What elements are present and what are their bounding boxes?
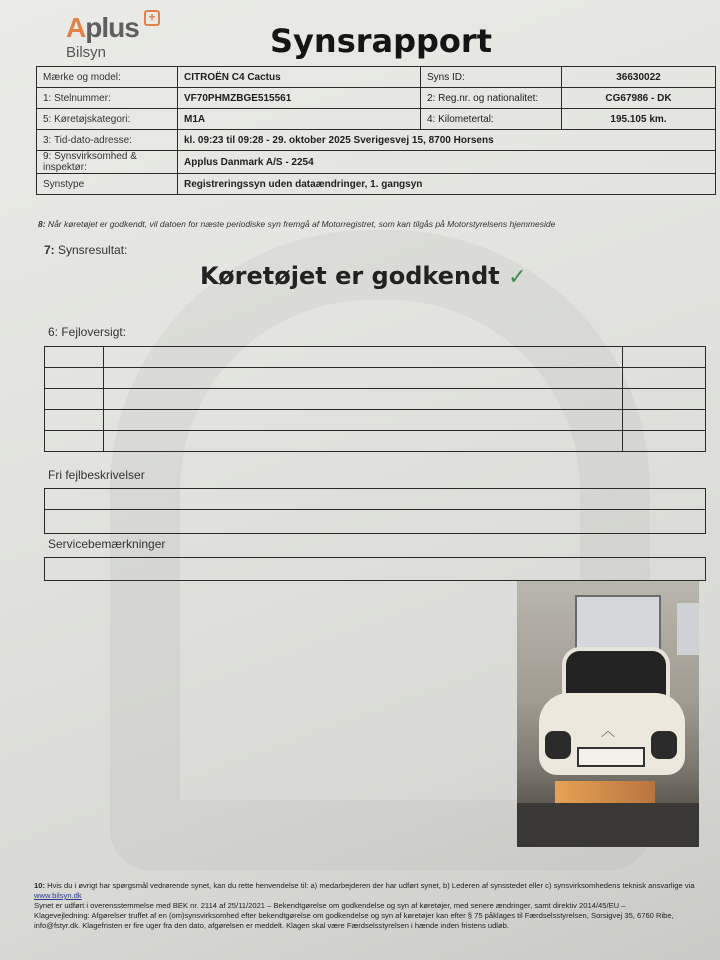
table-row	[45, 389, 706, 410]
syns-id-value: 36630022	[562, 67, 716, 88]
next-inspection-note: 8: Når køretøjet er godkendt, vil datoen for næste periodiske syn fremgå af Motorregistret, som kan tilgås på Motorstyrelsens hjemmeside	[38, 219, 556, 229]
free-faults-label: Fri fejlbeskrivelser	[48, 468, 145, 482]
syns-id-label: Syns ID:	[421, 67, 562, 88]
footer-legal-text: 10: Hvis du i øvrigt har spørgsmål vedrørende synet, kan du rette henvendelse til: a) medarbejderen der har udført synet, b) Lederen af synsstedet eller c) synsvirksomhedens teknisk ansvarlige via www.bilsyn.dk Synet er udført i overensstemmelse med BEK nr. 2114 af 25/11/2021 – Bekendtgørelse om godkendelse og syn af køretøjer, med senere ændringer, samt direktiv 2014/45/EU – Klagevejledning: Afgørelser truffet af en (om)synsvirksomhed efter bekendtgørelse om godkendelse og syn af køretøjer kan efter § 75 påklages til Færdselsstyrelsen, Sorsigvej 35, 6760 Ribe, info@fstyr.dk. Klagefristen er fire uger fra den dato, afgørelsen er meddelt. Klagen skal være Færdselsstyrelsen i hænde inden fristens udløb.	[34, 881, 695, 930]
vehicle-info-table	[36, 66, 716, 195]
result-label: 7: Synsresultat:	[44, 243, 128, 257]
time-label: 3: Tid-dato-adresse:	[37, 130, 178, 151]
time-value: kl. 09:23 til 09:28 - 29. oktober 2025 Sverigesvej 15, 8700 Horsens	[178, 130, 716, 151]
type-value: Registreringssyn uden dataændringer, 1. gangsyn	[178, 174, 716, 195]
table-row	[45, 410, 706, 431]
inspector-value: Applus Danmark A/S - 2254	[178, 151, 716, 174]
free-faults-box-1	[44, 488, 706, 510]
page-title: Synsrapport	[270, 22, 492, 60]
inspector-label: 9: Synsvirksomhed & inspektør:	[37, 151, 178, 174]
category-value: M1A	[178, 109, 421, 130]
bilsyn-link[interactable]: www.bilsyn.dk	[34, 891, 82, 900]
vehicle-photo: ︿	[517, 581, 699, 847]
result-status: Køretøjet er godkendt ✓	[200, 262, 527, 290]
faults-table	[44, 346, 706, 452]
table-row	[45, 431, 706, 452]
vin-label: 1: Stelnummer:	[37, 88, 178, 109]
checkmark-icon: ✓	[508, 265, 527, 290]
reg-value: CG67986 - DK	[562, 88, 716, 109]
make-model-value: CITROËN C4 Cactus	[178, 67, 421, 88]
km-label: 4: Kilometertal:	[421, 109, 562, 130]
vin-value: VF70PHMZBGE515561	[178, 88, 421, 109]
faults-label: 6: Fejloversigt:	[48, 325, 127, 339]
table-row	[45, 347, 706, 368]
table-row	[45, 368, 706, 389]
free-faults-box-2	[44, 509, 706, 534]
applus-logo: Aplus + Bilsyn	[66, 14, 139, 61]
category-label: 5: Køretøjskategori:	[37, 109, 178, 130]
reg-label: 2: Reg.nr. og nationalitet:	[421, 88, 562, 109]
service-label: Servicebemærkninger	[48, 537, 166, 551]
plus-icon: +	[144, 10, 160, 26]
make-model-label: Mærke og model:	[37, 67, 178, 88]
service-box	[44, 557, 706, 581]
km-value: 195.105 km.	[562, 109, 716, 130]
type-label: Synstype	[37, 174, 178, 195]
